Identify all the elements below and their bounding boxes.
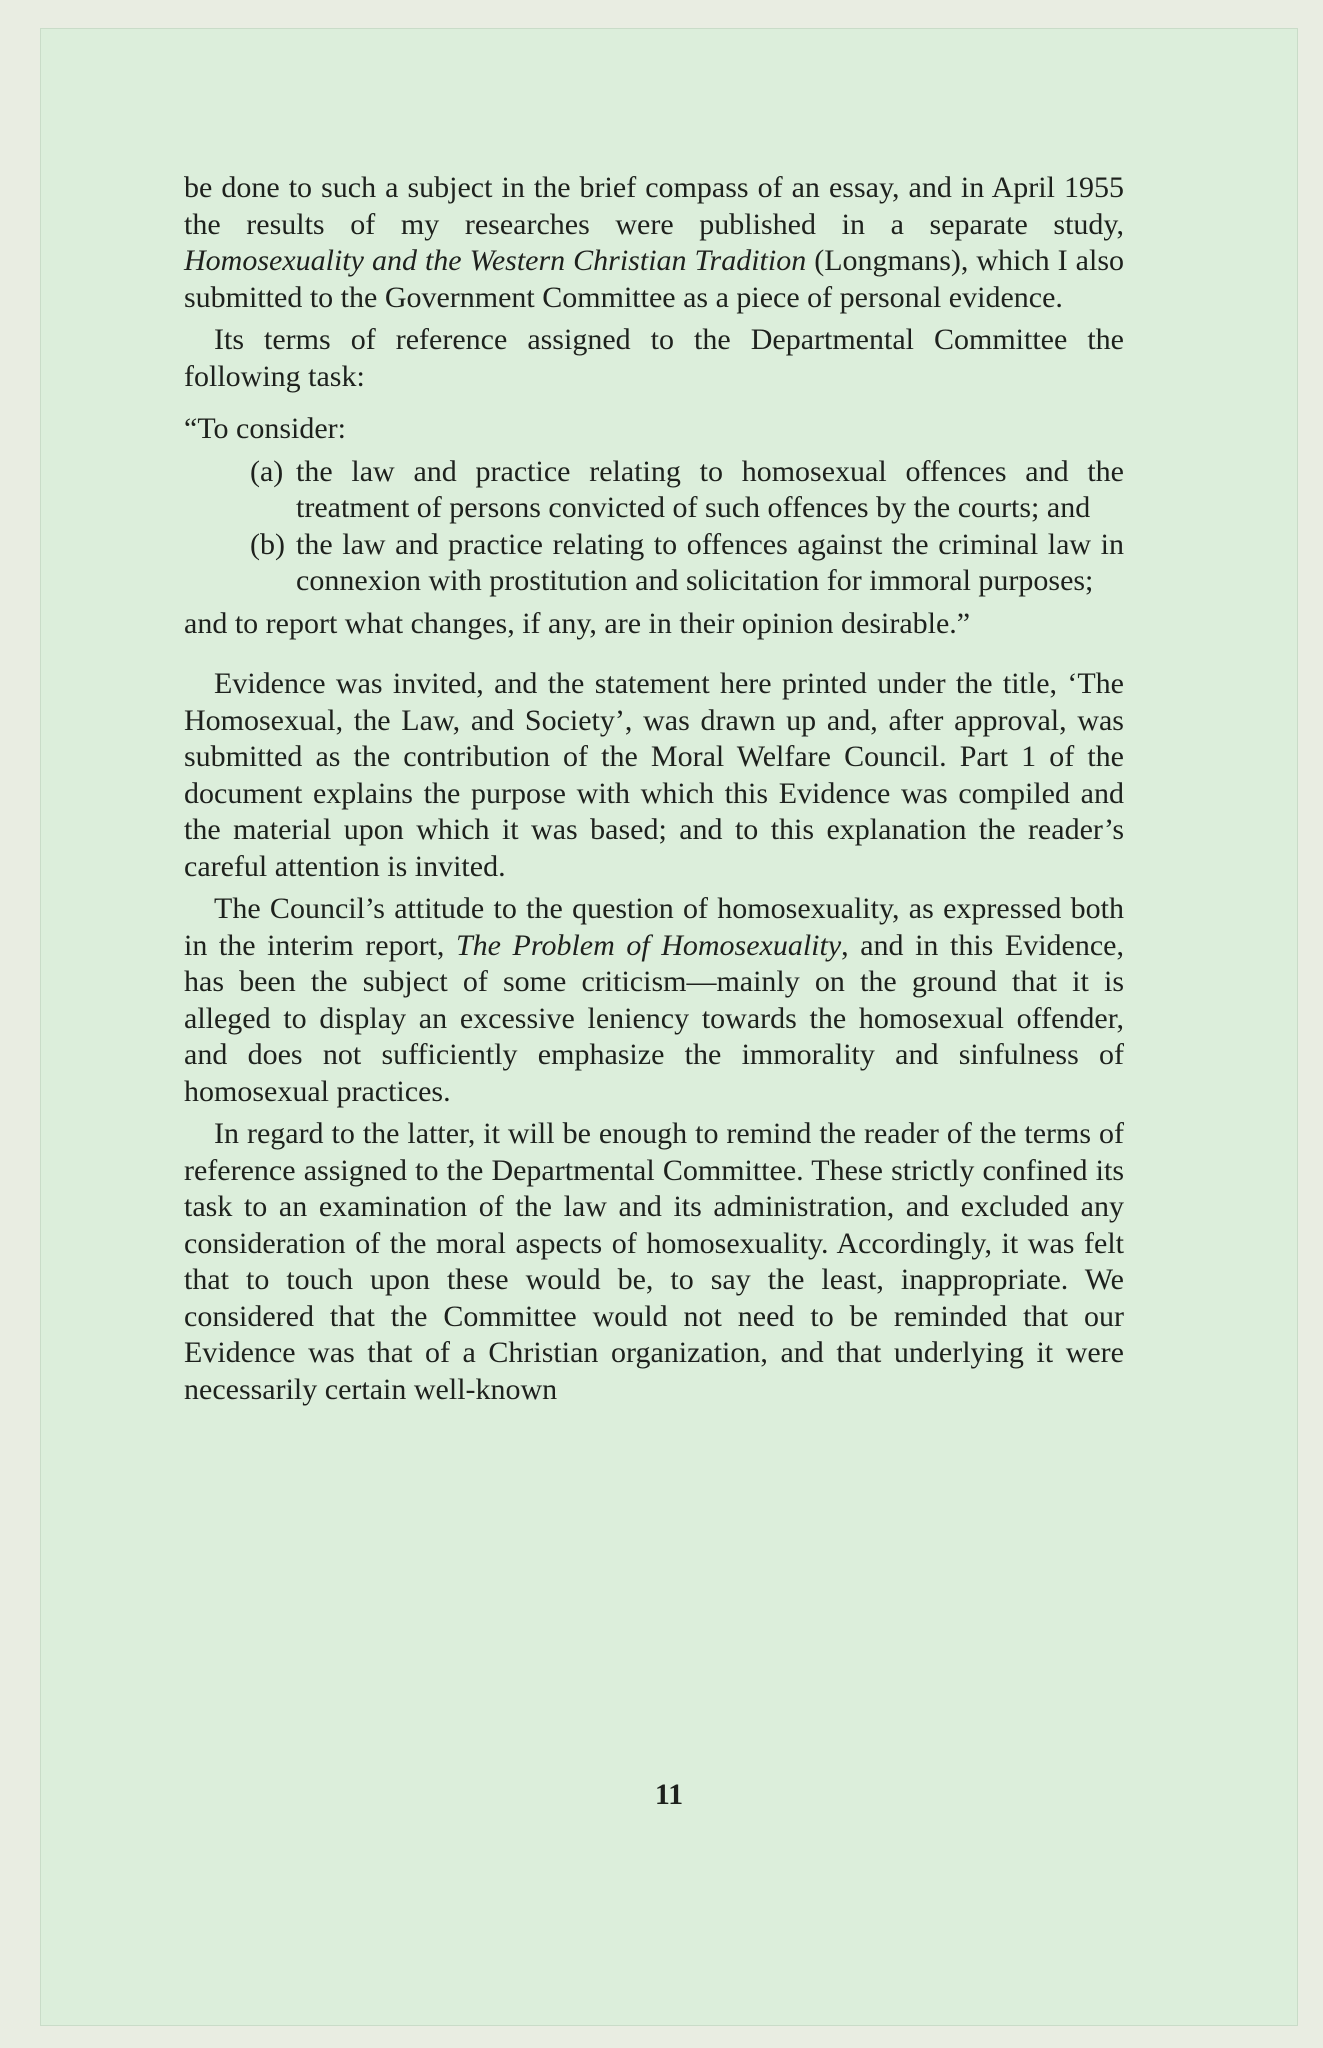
- paragraph-2: Its terms of reference assigned to the Departmental Committee the following task:: [184, 323, 1124, 393]
- body-text: [184, 170, 1124, 1408]
- quote-closing: and to report what changes, if any, are in their opinion desirable.”: [184, 606, 971, 640]
- report-title-problem-of-homosexuality: The Problem of Homosexuality: [456, 928, 842, 962]
- document-page: [40, 28, 1298, 2026]
- paragraph-1-text-a: be done to such a subject in the brief compass of an essay, and in April 1955 the results of my researches were published in a separate study,: [184, 171, 1124, 241]
- paragraph-6-text-b: , and in this Evidence, has been the subject of some criticism—mainly on the ground that it is alleged to display an excessive leniency towards the homosexual offender, and does not sufficiently emphasize the immorality and sinfulness of homosexual practices.: [184, 928, 1125, 1108]
- clause-a: [250, 454, 1124, 527]
- clause-b: [250, 527, 1124, 600]
- clause-b-text: the law and practice relating to offences against the criminal law in connexion with prostitution and solicitation for immoral purposes;: [296, 527, 1124, 597]
- book-title-homosexuality-western-christian-tradition: Homosexuality and the Western Christian Tradition: [184, 244, 807, 277]
- clause-a-text: the law and practice relating to homosexual offences and the treatment of persons convicted of such offences by the courts; and: [296, 454, 1124, 524]
- page-number: 11: [654, 1778, 684, 1811]
- paragraph-7: In regard to the latter, it will be enough to remind the reader of the terms of reference assigned to the Departmental Committee. These strictly confined its task to an examination of the law and its administration, and excluded any consideration of the moral aspects of homosexuality. Accordingly, it was felt that to touch upon these would be, to say the least, inappropriate. We considered that the Committee would not need to be reminded that our Evidence was that of a Christian organization, and that underlying it were necessarily certain well-known: [184, 1117, 1124, 1406]
- clause-a-mark: (a): [250, 454, 284, 488]
- paragraph-1: [184, 170, 1124, 316]
- paragraph-6-text-a: The Council’s attitude to the question of homosexuality, as expressed both in the interim report,: [184, 892, 1124, 962]
- quote-opening: “To consider:: [184, 412, 347, 445]
- paragraph-6: [184, 891, 1124, 1110]
- paragraph-1-text-b: (Longmans), which I also submitted to the Government Committee as a piece of personal evidence.: [184, 244, 1124, 314]
- paragraph-5: Evidence was invited, and the statement here printed under the title, ‘The Homosexual, the Law, and Society’, was drawn up and, after approval, was submitted as the contribution of the Moral Welfare Council. Part 1 of the document explains the purpose with which this Evidence was compiled and the material upon which it was based; and to this explanation the reader’s careful attention is invited.: [184, 667, 1124, 883]
- clause-b-mark: (b): [250, 527, 285, 561]
